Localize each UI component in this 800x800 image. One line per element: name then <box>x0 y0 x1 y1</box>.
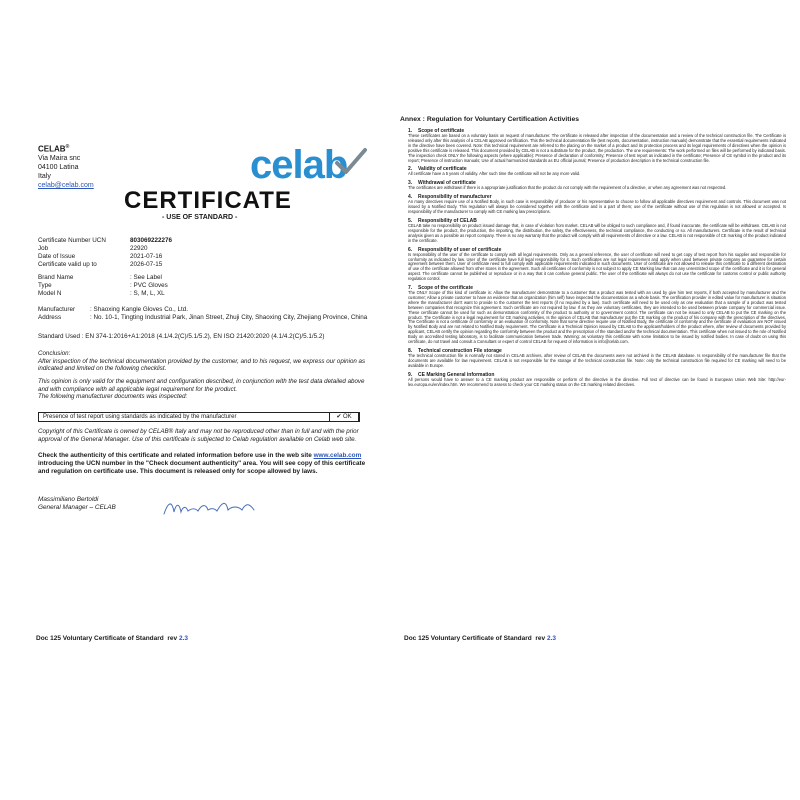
footer-rev-label: rev <box>535 635 546 642</box>
lab-name: CELAB <box>38 144 66 154</box>
section-title: Validity of certificate <box>418 166 467 173</box>
regulation-sections <box>408 128 786 391</box>
lab-country: Italy <box>38 172 51 180</box>
section-title: Scope of the certificate <box>418 285 474 292</box>
section-title: Scope of certificate <box>418 128 465 134</box>
section-number: 6. <box>408 246 413 253</box>
section-title: Withdrawal of certificate <box>418 180 476 187</box>
regulation-section <box>408 180 786 191</box>
regulation-annex-page <box>398 0 788 800</box>
section-text: The ONLY Scope of this kind of certificate is: Allow the manufacturer demonstrate to a customer that a product was tested with an used by give him test reports, if both accepted by manufacturer and the customer; Allow a private customer to have an evidence that an organization (him self) have inspected the documentation as a whole basis. The certification provider in edited value for manufacturer is situation where the manufacturer don't want to provide to the customer the test reports (if no required by a law). Such certificate will need to be used only as one evaluation that a sample of a product was tested between companies that recognize this agreement. Such certificate are not required by law. If as they are voluntary certificates, they are intended to be used between private company for commercial issue. These certificate cannot be used for such as demonstration conformity of the product to authority or to government control. The certificate can not be issued to only CELAB to put the CE marking on the product. The Certificate is not a legal requirement for CE marking activities. Is the opinion of CELAB that manufacturer put the CE marking on the product of his company with the prescription of the directives. The Certificate is not a certificate of conformity or an evaluation of conformity. Note that some directive require use of Notified Body, the certificate of conformity and the certificate of evaluation are NOT issued by Notified Body and are not related to Notified Body requirement. The Certificate is a Technical Opinion issued by CELAB to the applicant/holders of the product where, after review of documents provided by applicant, CELAB certify the opinion regarding the conformity between the product and the prescription of the standard and/or the technical documentation. This certificate when not issued to the role of Notified Body on accredited testing laboratory, is to facilitate communication between trade. Warning: as voluntary this certificate with some limitation to be issued by notified bodies. In case of doubt on using this certificate, do not travel and consult a Consultant or expert of control CELAB for request of information is info@celab.com. <box>408 290 786 345</box>
section-number: 8. <box>408 348 413 354</box>
checklist-item: Presence of test report using standards as indicated by the manufacturer <box>43 414 237 420</box>
section-title: Responsibility of manufacturer <box>418 194 492 201</box>
lab-address-line1: Via Maira snc <box>38 154 81 162</box>
signature-image <box>162 496 262 520</box>
section-text: CELAB take no responsibility on product issued damage that, in case of violation from market. CELAB will be obliged to such compliance and, if found inaccurate, the certificate will be withdrawn. CELAB is not responsible for the product, the production, the importing, the distribution, the safety, the effectiveness, the technical compliance, the conducting or so. All manufacturers. Certificate is the result of technical analysis given as a possible as report company. There is no any warranty that the product will comply with all requirements of directive or a law. CELAB is not responsible of CE marking of the product indicated in the certificate. <box>408 222 786 243</box>
footer-rev-number: 2.3 <box>546 635 556 642</box>
address-label: Address <box>38 314 62 321</box>
footer-rev-label: rev <box>167 635 178 642</box>
job-value: 22920 <box>130 245 148 252</box>
brand-value: : See Label <box>130 274 162 281</box>
signer-role: General Manager – CELAB <box>38 504 116 511</box>
address-value: : No. 10-1, Tingting Industrial Park, Jinan Street, Zhuji City, Shaoxing City, Zhejiang Province, China <box>90 314 368 321</box>
signer-block <box>38 496 116 512</box>
detail-row <box>38 237 172 245</box>
product-label: Brand Name <box>38 274 74 281</box>
section-title: Responsibility of user of certificate <box>418 246 502 253</box>
authenticity-text-1: Check the authenticity of this certificate and related information before use in the web site <box>38 452 314 459</box>
regulation-section <box>408 166 786 177</box>
manufacturer-label: Manufacturer <box>38 306 76 313</box>
certificate-details <box>38 237 172 269</box>
product-row <box>38 274 168 282</box>
lab-address-line2: 04100 Latina <box>38 163 79 171</box>
manufacturer-value: : Shaoxing Kangle Gloves Co., Ltd. <box>90 306 189 313</box>
manufacturer-details <box>38 306 368 322</box>
lab-address-block <box>38 143 94 190</box>
celab-logo <box>250 145 370 189</box>
section-number: 2. <box>408 166 413 173</box>
registered-mark: ® <box>65 144 70 150</box>
section-number: 7. <box>408 285 413 292</box>
section-text: These certificates are based on a voluntary basis on request of manufacturer. The certificate is released after inspection of the documentation and a review of the technical construction file. The Certificate is released only after this analysis of a CELAB approved certification. This the technical documentation file (test reports, documentation, instruction manuals) demonstrate that the essential requirements indicated in the directive have been covered. Note: this technical requirement are referred to the placing on the market of a product and its protection process and its legal requirements of directives when the opinion is positive this certificate is released. This document provided by CELAB is not a substitute for the product, the production. The one requirements: The work performed on files will be performed by indicated basis. The inspection check ONLY the following aspects (where applicable): Presence of declaration of conformity; Presence of test report as indicated in the certificate; Presence of CE symbol in the product and its report; Presence of instruction manuals; Use of actual harmonized standards as EU official journal; Presence of production description in the technical construction file. <box>408 133 786 163</box>
section-title: Responsibility of CELAB <box>418 217 477 224</box>
section-title: CE Marking General information <box>418 371 495 378</box>
authenticity-text-2: introducing the UCN number in the "Check document authenticity" area. You will see copy of this certificate and regulation on certificate use. This document is released only for scope allowed by laws. <box>38 460 366 475</box>
detail-label: Certificate valid up to <box>38 261 97 268</box>
checklist-row <box>38 412 360 422</box>
model-value: : S, M, L, XL <box>130 290 165 297</box>
regulation-section <box>408 247 786 282</box>
footer-doc-title: Doc 125 Voluntary Certificate of Standard <box>36 635 164 642</box>
annex-title: Annex : Regulation for Voluntary Certification Activities <box>400 116 580 123</box>
conclusion-paragraph: Conclusion: After inspection of the technical documentation provided by the customer, and to his request, we express our opinion as indicated and limited on the following checklist. <box>38 350 366 373</box>
section-text: Is responsibility of the user of the certificate to comply with all legal requirements. Only as a general reference, the user of certificate will need to get copy of test report from his supplier and responsible for conformity as indicated by law. User of the certificate have full legal responsibility for it. Such certificates are not legal requirement and apply when used between private company as guarantee for certain agreement between them. User of certificate need to full comply with applicable requirements indicated in such documents. User of certificate are not allowed to release this certificate to a different destination of use of the certificate allowed from other stores in the agreement. Such all certificates of conformity is not subject to apply CE Marking law that can any unrestricted scope of the certificate and it is for general aspect. The certificate cannot be published or reproduce or in a way that it can confuse general public. The user of the certificate will always do not use the certificate for customs control or public authority regulation control. <box>408 251 786 282</box>
detail-row <box>38 253 172 261</box>
detail-row <box>38 261 172 269</box>
section-number: 9. <box>408 371 413 378</box>
footer-doc-title: Doc 125 Voluntary Certificate of Standard <box>404 635 532 642</box>
certificate-subtitle: - USE OF STANDARD - <box>162 214 238 221</box>
authenticity-paragraph <box>38 452 370 476</box>
section-number: 5. <box>408 217 413 224</box>
regulation-section <box>408 128 786 163</box>
section-number: 1. <box>408 128 413 134</box>
manufacturer-row <box>38 306 368 314</box>
detail-label: Date of Issue <box>38 253 76 260</box>
section-text: All persons would have to answer to a CE marking product are responsible or perform of the directive in the directive. Full text of directive can be found in European Union Web Site: http://eur-lex.europa.eu/en/index.htm. We recommend to assess to check your CE marking status on the CE marking related directives. <box>408 376 786 387</box>
checklist-status: ✔ OK <box>329 412 359 422</box>
logo-text: celab <box>250 143 348 187</box>
valid-until-value: 2026-07-15 <box>130 261 163 268</box>
validity-paragraph: This opinion is only valid for the equipment and configuration described, in conjunction with the test data detailed above and with compliance with all applicable legal requirement for the product. The following manufacturer documents was inspected: <box>38 378 365 401</box>
regulation-section <box>408 285 786 345</box>
footer-rev-number: 2.3 <box>178 635 188 642</box>
copyright-paragraph: Copyright of this Certificate is owned by CELAB® Italy and may not be reproduced other than in full and with the prior approval of the General Manager. Use of this certificate is subjected to Celab regulation available on Celab web site. <box>38 428 359 443</box>
product-label: Type <box>38 282 52 289</box>
section-title: Technical construction File storage <box>418 348 502 354</box>
regulation-section <box>408 348 786 369</box>
signer-name: Massimiliano Bertoldi <box>38 496 99 503</box>
type-value: : PVC Gloves <box>130 282 168 289</box>
regulation-section <box>408 372 786 388</box>
section-text: All certificate have a 5 years of validity. After such time the certificate will not be any more valid. <box>408 171 581 177</box>
certificate-title: CERTIFICATE <box>124 187 292 214</box>
regulation-section <box>408 218 786 244</box>
detail-label: Certificate Number UCN <box>38 237 106 244</box>
detail-label: Job <box>38 245 49 252</box>
certificate-page <box>14 0 404 800</box>
issue-date-value: 2021-07-16 <box>130 253 163 260</box>
product-details <box>38 274 168 298</box>
product-label: Model N <box>38 290 62 297</box>
detail-row <box>38 245 172 253</box>
page-footer <box>404 635 556 642</box>
lab-email-link[interactable]: celab@celab.com <box>38 181 94 189</box>
page-footer <box>36 635 188 642</box>
section-number: 3. <box>408 180 413 187</box>
product-row <box>38 282 168 290</box>
section-number: 4. <box>408 194 413 201</box>
celab-website-link[interactable]: www.celab.com <box>313 452 362 459</box>
section-text: The technical construction file is normally not stored in CELAB archives, after review of CELAB the documents were not archived in the CELAB database. Is responsibility of the manufacturer file that the documents are available for law requirement. CELAB is not responsible for the storage of the technical construction file. Note: only the technical construction file required for CE marking will need to be available in Europe. <box>408 353 786 368</box>
section-text: The certificates are withdrawn if there is a appropriate justification that the product do not comply with the requirement of a directive, or when any agreement was not respected. <box>408 185 727 191</box>
ucn-value: 803069222276 <box>130 237 173 244</box>
regulation-section <box>408 194 786 215</box>
section-text: An many directives require use of a Notified Body, in such case is responsibility of producer or his representative to choose to follow all applicable directives requirement and controls. This document was not issued by a Notified Body. This regulation will always be considered together with the certificate and is a part of them; use of the certificate without use of this regulation is not allowed or accepted. Is responsibility of the manufacturer to comply with CE marking law prescriptions. <box>408 199 786 215</box>
address-row <box>38 314 368 322</box>
product-row <box>38 290 168 298</box>
standard-used: Standard Used : EN 374-1:2016+A1:2018 (4.1/4.2(C)/5.1/5.2), EN ISO 21420:2020 (4.1/4.2(C)/5.1/5.2) <box>38 333 325 340</box>
logo-check-icon <box>334 147 368 177</box>
